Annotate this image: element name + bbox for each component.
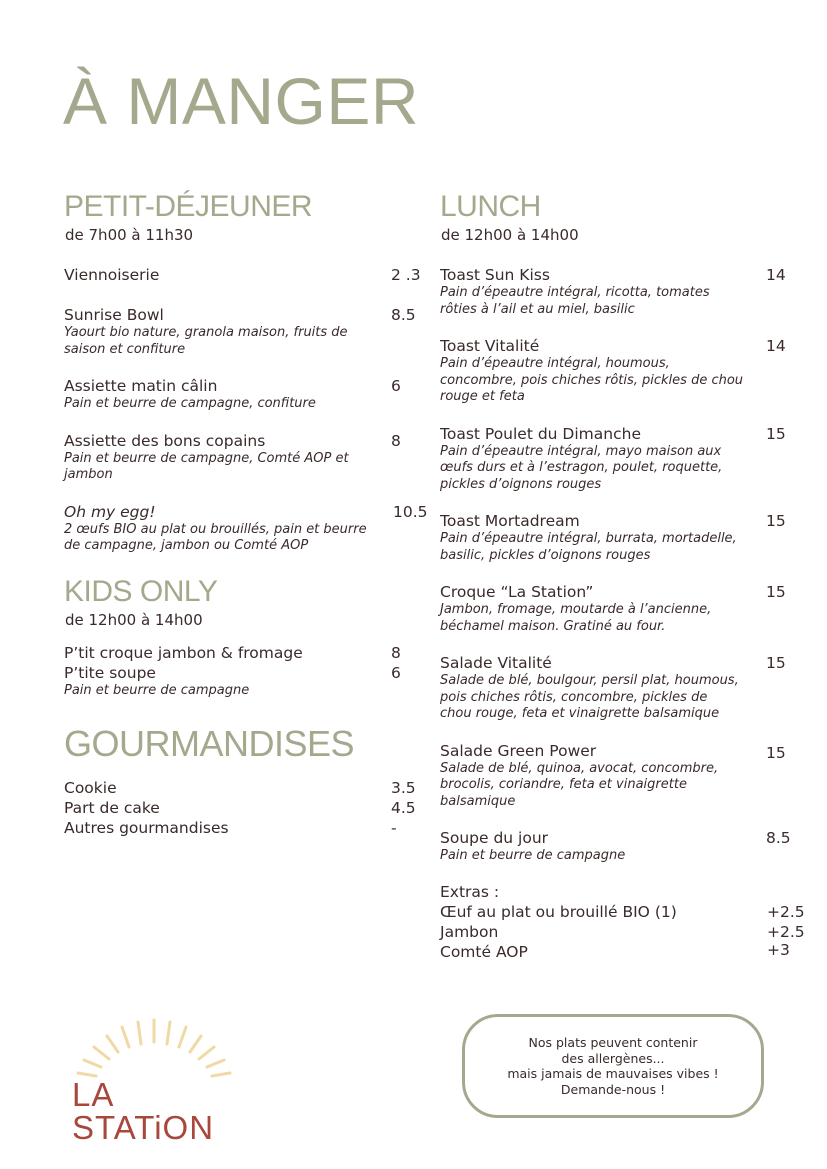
section-title: KIDS ONLY xyxy=(64,574,218,608)
section-hours: de 7h00 à 11h30 xyxy=(65,226,194,244)
item-name: P’tite soupe xyxy=(64,663,156,682)
notice-line: Nos plats peuvent contenir xyxy=(528,1035,698,1050)
item-price: 4.5 xyxy=(391,799,416,817)
item-name: Salade Green Power xyxy=(440,741,597,760)
item-price: 8 xyxy=(391,643,401,662)
left-column xyxy=(64,190,428,838)
item-description: Pain et beurre de campagne, confiture xyxy=(64,396,316,411)
menu-item xyxy=(64,265,424,285)
item-description: Salade de blé, quinoa, avocat, concombre, brocolis, coriandre, feta et vinaigrette balsamique xyxy=(440,760,719,809)
menu-item xyxy=(64,643,424,663)
item-name: Toast Vitalité xyxy=(440,337,540,355)
item-name: Jambon xyxy=(440,922,499,941)
item-price: 8.5 xyxy=(766,829,791,847)
menu-item xyxy=(440,511,820,564)
menu-item xyxy=(440,424,820,494)
page-title: À MANGER xyxy=(63,64,420,138)
item-price: 2 .3 xyxy=(391,266,421,284)
item-name: P’tit croque jambon & fromage xyxy=(64,643,303,662)
item-description: Yaourt bio nature, granola maison, fruits de saison et confiture xyxy=(64,325,348,357)
item-name: Viennoiserie xyxy=(64,266,160,284)
item-price: +2.5 xyxy=(767,922,805,941)
item-name: Œuf au plat ou brouillé BIO (1) xyxy=(440,902,677,921)
item-name: Toast Sun Kiss xyxy=(440,266,550,284)
item-name: Soupe du jour xyxy=(440,829,549,847)
notice-line: Demande-nous ! xyxy=(560,1081,666,1097)
item-price: 15 xyxy=(766,583,786,601)
logo-text: LA STATiON xyxy=(72,1076,215,1146)
section-hours: de 12h00 à 14h00 xyxy=(441,226,579,244)
item-price: 14 xyxy=(766,266,786,284)
menu-item xyxy=(440,582,820,635)
section-title: GOURMANDISES xyxy=(64,723,355,764)
item-name: Salade Vitalité xyxy=(440,654,552,672)
item-description: Pain et beurre de campagne xyxy=(440,848,626,863)
menu-item xyxy=(64,431,424,484)
section-gourmandises xyxy=(64,723,424,838)
item-name: Toast Mortadream xyxy=(440,512,580,530)
item-name: Oh my egg! xyxy=(64,502,156,521)
menu-item xyxy=(440,653,820,723)
item-price: 6 xyxy=(391,377,401,395)
menu-item xyxy=(440,265,820,318)
item-price: 10.5 xyxy=(393,502,428,521)
menu-item xyxy=(440,828,820,865)
item-price: 15 xyxy=(766,654,786,672)
extras-section xyxy=(440,882,820,962)
item-description: Salade de blé, boulgour, persil plat, houmous, pois chiches rôtis, concombre, pickles de chou rouge, feta et vinaigrette balsamique xyxy=(440,673,739,721)
notice-line: des allergènes... xyxy=(561,1050,665,1066)
item-name: Assiette matin câlin xyxy=(64,377,218,395)
section-petit-dejeuner xyxy=(64,190,428,555)
menu-item xyxy=(440,336,820,406)
section-kids xyxy=(64,574,424,700)
notice-line: mais jamais de mauvaises vibes ! xyxy=(507,1066,719,1081)
menu-item xyxy=(64,663,424,700)
item-name: Sunrise Bowl xyxy=(64,306,164,324)
menu-item xyxy=(64,376,424,413)
item-price: - xyxy=(391,819,397,837)
item-description: Pain et beurre de campagne xyxy=(64,682,250,698)
sunburst-icon xyxy=(64,1014,244,1084)
item-price: 15 xyxy=(766,424,786,443)
item-price: 3.5 xyxy=(391,779,416,797)
item-name: Comté AOP xyxy=(440,942,528,961)
la-station-logo xyxy=(64,1014,244,1146)
item-name: Croque “La Station” xyxy=(440,583,594,601)
item-name: Toast Poulet du Dimanche xyxy=(440,424,641,443)
item-name: Autres gourmandises xyxy=(64,819,229,837)
item-price: 15 xyxy=(766,512,786,530)
section-hours: de 12h00 à 14h00 xyxy=(65,610,203,629)
allergen-notice xyxy=(462,1014,764,1118)
item-price: 8.5 xyxy=(391,306,416,324)
item-name: Cookie xyxy=(64,779,117,797)
item-name: Assiette des bons copains xyxy=(64,431,266,450)
extras-label: Extras : xyxy=(440,882,500,901)
menu-item xyxy=(64,798,424,818)
item-description: Pain et beurre de campagne, Comté AOP et jambon xyxy=(64,450,349,482)
item-price: +3 xyxy=(767,940,790,959)
item-name: Part de cake xyxy=(64,799,160,817)
item-description: Pain d’épeautre intégral, burrata, mortadelle, basilic, pickles d’oignons rouges xyxy=(440,531,737,563)
menu-item xyxy=(64,778,424,798)
extra-item xyxy=(440,902,820,922)
item-description: Pain d’épeautre intégral, houmous, concombre, pois chiches rôtis, pickles de chou rouge et feta xyxy=(440,356,744,404)
item-price: 8 xyxy=(391,431,401,450)
item-price: 6 xyxy=(391,663,401,682)
menu-item xyxy=(64,502,428,555)
item-description: 2 œufs BIO au plat ou brouillés, pain et beurre de campagne, jambon ou Comté AOP xyxy=(64,521,367,553)
extra-item xyxy=(440,942,820,962)
section-title: PETIT-DÉJEUNER xyxy=(64,190,313,223)
menu-item xyxy=(64,305,424,358)
item-price: +2.5 xyxy=(767,902,805,921)
item-price: 15 xyxy=(766,743,786,762)
right-column xyxy=(440,192,820,962)
item-description: Jambon, fromage, moutarde à l’ancienne, béchamel maison. Gratiné au four. xyxy=(440,602,712,634)
item-description: Pain d’épeautre intégral, ricotta, tomates rôties à l’ail et au miel, basilic xyxy=(440,285,710,317)
extra-item xyxy=(440,922,820,942)
section-title: LUNCH xyxy=(440,190,541,223)
item-price: 14 xyxy=(766,337,786,355)
menu-item xyxy=(440,741,820,811)
item-description: Pain d’épeautre intégral, mayo maison aux œufs durs et à l’estragon, poulet, roquette, pickles d’oignons rouges xyxy=(440,443,723,492)
menu-item xyxy=(64,818,424,838)
